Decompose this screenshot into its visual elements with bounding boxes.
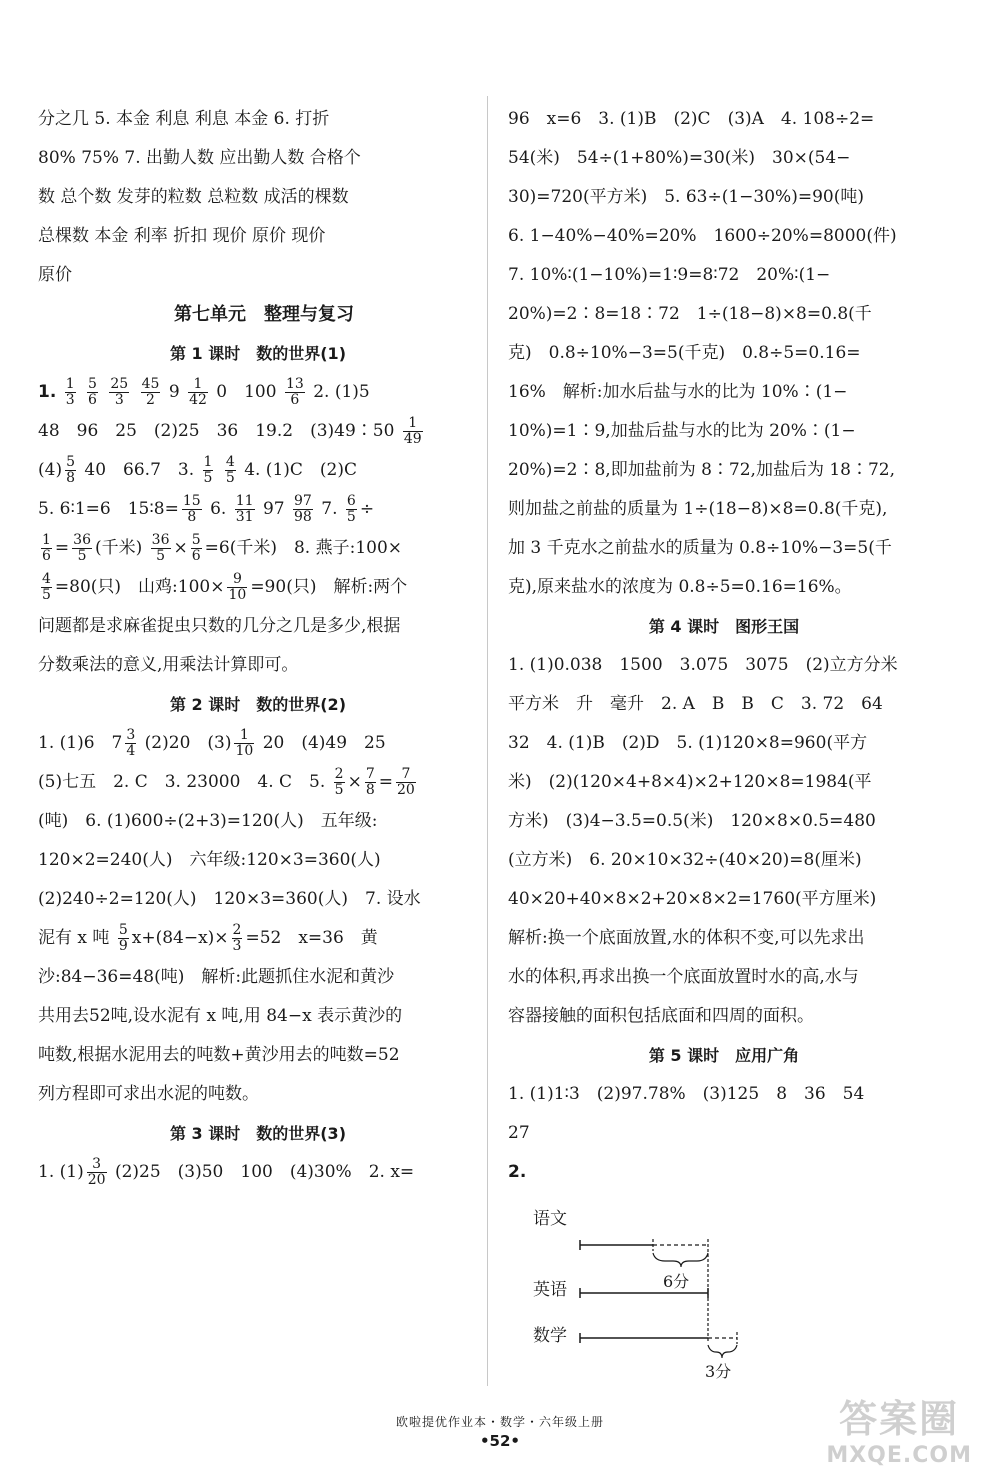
fraction: $\frac{3}{4}$	[126, 727, 136, 759]
text-line: 1. (1)1∶3 (2)97.78% (3)125 8 36 54	[508, 1084, 865, 1104]
text-line: 吨数,根据水泥用去的吨数+黄沙用去的吨数=52	[38, 1045, 400, 1065]
answer-text: 48 96 25 (2)25 36 19.2 (3)49∶50	[38, 421, 395, 441]
watermark-url: MXQE.COM	[826, 1443, 972, 1468]
text-line: 1. (1)0.038 1500 3.075 3075 (2)立方分米	[508, 655, 898, 675]
answer-text: (千米)	[95, 538, 143, 558]
answer-text: 20 (4)49 25	[262, 733, 386, 753]
text-line: 分数乘法的意义,用乘法计算即可。	[38, 655, 299, 675]
text-line: 克) 0.8÷10%−3=5(千克) 0.8÷5=0.16=	[508, 343, 861, 363]
answer-text: ×	[347, 772, 362, 792]
fraction: $\frac{1}{5}$	[203, 454, 213, 486]
answer-text: 4. (1)C (2)C	[244, 460, 357, 480]
fraction: $\frac{4}{5}$	[225, 454, 235, 486]
text-line: 平方米 升 毫升 2. A B B C 3. 72 64	[508, 694, 883, 714]
text-line: 27	[508, 1123, 530, 1143]
watermark-text: 答案圈	[839, 1397, 960, 1441]
answer-line	[38, 763, 478, 802]
text-line: 80% 75% 7. 出勤人数 应出勤人数 合格个	[38, 148, 361, 168]
answer-text: (2)25 (3)50 100 (4)30% 2. x=	[114, 1162, 415, 1182]
fraction: $\frac{6}{5}$	[346, 493, 356, 525]
answer-line	[38, 412, 478, 451]
fraction: $\frac{5}{6}$	[191, 532, 201, 564]
fraction: $\frac{7}{8}$	[365, 766, 375, 798]
fraction: $\frac{1}{42}$	[189, 376, 207, 408]
answer-line	[38, 490, 478, 529]
answer-text: =	[54, 538, 70, 558]
answer-line	[38, 1153, 478, 1192]
label-math: 数学	[533, 1326, 567, 1346]
fraction: $\frac{3}{20}$	[87, 1156, 106, 1188]
text-line: 列方程即可求出水泥的吨数。	[38, 1084, 259, 1104]
answer-text: (2)20 (3)	[144, 733, 232, 753]
text-line: 10%)=1∶9,加盐后盐与水的比为 20%∶(1−	[508, 421, 856, 441]
lesson-title: 第 5 课时 应用广角	[648, 1046, 800, 1065]
text-line: 容器接触的面积包括底面和四周的面积。	[508, 1006, 814, 1026]
text-line: 120×2=240(人) 六年级:120×3=360(人)	[38, 850, 381, 870]
label-chinese: 语文	[533, 1209, 567, 1229]
lesson-title: 第 1 课时 数的世界(1)	[169, 344, 347, 363]
fraction: $\frac{13}{6}$	[285, 376, 304, 408]
lesson-title: 第 4 课时 图形王国	[648, 617, 800, 636]
text-line: 则加盐之前盐的质量为 1÷(18−8)×8=0.8(千克),	[508, 499, 888, 519]
answer-value: 2. (1)5	[313, 382, 370, 402]
answer-text: 5. 6∶1=6 15∶8=	[38, 499, 179, 519]
answer-text: =80(只) 山鸡:100×	[54, 577, 225, 597]
fraction: $\frac{36}{5}$	[151, 532, 170, 564]
text-line: (2)240÷2=120(人) 120×3=360(人) 7. 设水	[38, 889, 421, 909]
text-line: 问题都是求麻雀捉虫只数的几分之几是多少,根据	[38, 616, 401, 636]
text-line: 30)=720(平方米) 5. 63÷(1−30%)=90(吨)	[508, 187, 864, 207]
answer-text: 1. (1)	[38, 1162, 84, 1182]
answer-text: 97	[262, 499, 285, 519]
fraction: $\frac{4}{5}$	[42, 571, 51, 603]
text-line: 沙:84−36=48(吨) 解析:此题抓住水泥和黄沙	[38, 967, 395, 987]
question-number: 1.	[38, 382, 57, 402]
fraction: $\frac{7}{20}$	[397, 766, 415, 798]
text-line: 40×20+40×8×2+20×8×2=1760(平方厘米)	[508, 889, 877, 909]
text-line: 数 总个数 发芽的粒数 总粒数 成活的棵数	[38, 187, 349, 207]
text-line: 16% 解析:加水后盐与水的比为 10%∶(1−	[508, 382, 848, 402]
answer-line	[38, 568, 478, 607]
fraction: $\frac{11}{31}$	[235, 493, 254, 525]
answer-value: 0 100	[216, 382, 277, 402]
column-divider	[487, 96, 488, 1386]
answer-line	[38, 373, 478, 412]
text-line: 方米) (3)4−3.5=0.5(米) 120×8×0.5=480	[508, 811, 876, 831]
lesson-title: 第 3 课时 数的世界(3)	[169, 1124, 347, 1143]
fraction: $\frac{45}{2}$	[141, 376, 160, 408]
segment-diagram	[505, 1195, 765, 1385]
fraction: $\frac{97}{98}$	[294, 493, 312, 525]
fraction: $\frac{1}{49}$	[403, 415, 422, 447]
gap-label-bottom: 3分	[705, 1362, 732, 1381]
watermark	[826, 1388, 972, 1468]
fraction: $\frac{2}{5}$	[334, 766, 344, 798]
right-column	[508, 100, 940, 1192]
text-line: 6. 1−40%−40%=20% 1600÷20%=8000(件)	[508, 226, 897, 246]
question-number: 2.	[508, 1162, 527, 1182]
text-line: 水的体积,再求出换一个底面放置时水的高,水与	[508, 967, 859, 987]
answer-value: 9	[168, 382, 180, 402]
text-line: 20%)=2∶8=18∶72 1÷(18−8)×8=0.8(千	[508, 304, 872, 324]
lesson-title: 第 2 课时 数的世界(2)	[169, 695, 347, 714]
text-line: 分之几 5. 本金 利息 利息 本金 6. 打折	[38, 109, 330, 129]
answer-text: 6.	[210, 499, 227, 519]
text-line: 54(米) 54÷(1+80%)=30(米) 30×(54−	[508, 148, 851, 168]
gap-label-top: 6分	[663, 1272, 690, 1291]
answer-text: x+(84−x)×	[131, 928, 229, 948]
label-english: 英语	[533, 1280, 567, 1300]
text-line: 32 4. (1)B (2)D 5. (1)120×8=960(平方	[508, 733, 868, 753]
left-column	[38, 100, 478, 1192]
answer-text: ÷	[359, 499, 375, 519]
answer-text: =90(只) 解析:两个	[250, 577, 408, 597]
fraction: $\frac{36}{5}$	[73, 532, 91, 564]
answer-line	[38, 451, 478, 490]
text-line: 共用去52吨,设水泥有 x 吨,用 84−x 表示黄沙的	[38, 1006, 403, 1026]
fraction: $\frac{5}{8}$	[66, 454, 76, 486]
answer-text: 40 66.7 3.	[84, 460, 195, 480]
brace-bottom	[708, 1345, 737, 1358]
fraction: $\frac{5}{9}$	[118, 922, 128, 954]
text-line: 总棵数 本金 利率 折扣 现价 原价 现价	[38, 226, 326, 246]
unit-title: 第七单元 整理与复习	[174, 304, 354, 325]
answer-text: 泥有 x 吨	[38, 928, 110, 948]
brace-top	[653, 1253, 708, 1267]
text-line: 解析:换一个底面放置,水的体积不变,可以先求出	[508, 928, 865, 948]
fraction: $\frac{9}{10}$	[228, 571, 247, 603]
answer-text: ×	[173, 538, 188, 558]
fraction: $\frac{5}{6}$	[88, 376, 97, 408]
fraction: $\frac{25}{3}$	[110, 376, 129, 408]
text-line: 96 x=6 3. (1)B (2)C (3)A 4. 108÷2=	[508, 109, 875, 129]
text-line: 米) (2)(120×4+8×4)×2+120×8=1984(平	[508, 772, 872, 792]
page-number: •52•	[479, 1432, 521, 1450]
text-line: 克),原来盐水的浓度为 0.8÷5=0.16=16%。	[508, 577, 852, 597]
answer-text: (4)	[38, 460, 63, 480]
answer-line	[38, 529, 478, 568]
text-line: 原价	[38, 265, 72, 285]
answer-text: =6(千米) 8. 燕子:100×	[204, 538, 403, 558]
text-line: (立方米) 6. 20×10×32÷(40×20)=8(厘米)	[508, 850, 862, 870]
answer-text: 7.	[321, 499, 338, 519]
fraction: $\frac{1}{3}$	[65, 376, 75, 408]
text-line: (吨) 6. (1)600÷(2+3)=120(人) 五年级:	[38, 811, 378, 831]
footer-title: 欧啦提优作业本・数学・六年级上册	[395, 1415, 604, 1429]
fraction: $\frac{15}{8}$	[182, 493, 201, 525]
answer-text: 1. (1)6 7	[38, 733, 123, 753]
text-line: 20%)=2∶8,即加盐前为 8∶72,加盐后为 18∶72,	[508, 460, 896, 480]
answer-text: =	[378, 772, 394, 792]
text-line: 7. 10%∶(1−10%)=1∶9=8∶72 20%∶(1−	[508, 265, 831, 285]
answer-line	[38, 724, 478, 763]
fraction: $\frac{2}{3}$	[232, 922, 242, 954]
fraction: $\frac{1}{10}$	[235, 727, 254, 759]
text-line: 加 3 千克水之前盐水的质量为 0.8÷10%−3=5(千	[508, 538, 892, 558]
answer-text: =52 x=36 黄	[245, 928, 378, 948]
answer-text: (5)七五 2. C 3. 23000 4. C 5.	[38, 772, 326, 792]
fraction: $\frac{1}{6}$	[42, 532, 51, 564]
answer-line	[38, 919, 478, 958]
